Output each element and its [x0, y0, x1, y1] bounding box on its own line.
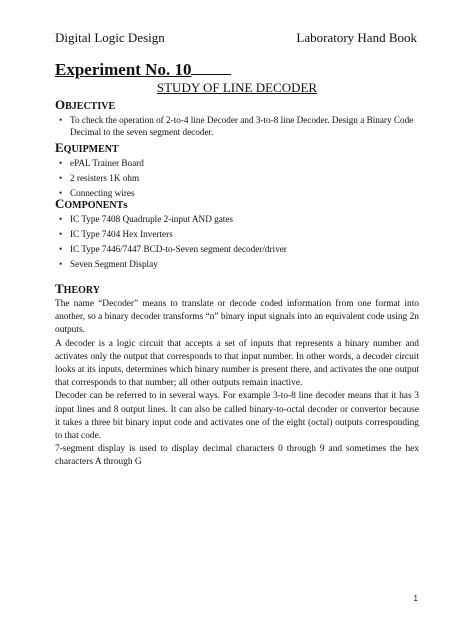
theory-paragraph: The name “Decoder” means to translate or decode coded information from one format into another, so a binary decoder transforms “n” binary input signals into an equivalent code using 2n outputs.: [55, 299, 419, 336]
equipment-heading-initial: E: [55, 140, 64, 155]
objective-heading: [55, 97, 115, 113]
theory-heading: [55, 281, 100, 297]
components-heading-initial: C: [55, 196, 65, 211]
list-item: • 2 resisters 1K ohm: [55, 172, 425, 184]
list-item: • ePAL Trainer Board: [55, 157, 425, 169]
theory-paragraph: 7-segment display is used to display decimal characters 0 through 9 and sometimes the hex characters A through G: [55, 444, 419, 468]
page-number: 1: [413, 594, 418, 603]
components-heading: [55, 196, 128, 212]
list-item: • To check the operation of 2-to-4 line Decoder and 3-to-8 line Decoder. Design a Binary Code Decimal to the seven segment decoder.: [55, 114, 425, 138]
list-item: • IC Type 7404 Hex Inverters: [55, 228, 425, 240]
theory-paragraph: Decoder can be referred to in several ways. For example 3-to-8 line decoder means that it has 3 input lines and 8 output lines. It can also be called binary-to-octal decoder or convertor because it takes a three bit binary input code and activates one of the eight (octal) outputs corresponding to that code.: [55, 391, 419, 442]
components-heading-suffix: s: [123, 199, 128, 211]
list-item: • IC Type 7446/7447 BCD-to-Seven segment decoder/driver: [55, 243, 425, 255]
list-item: • Connecting wires: [55, 187, 425, 199]
theory-heading-initial: T: [55, 281, 64, 296]
equipment-heading-rest: QUIPMENT: [63, 144, 119, 155]
experiment-title-text: Experiment No. 10: [55, 60, 192, 79]
objective-list: [55, 114, 425, 141]
theory-paragraph: A decoder is a logic circuit that accepts a set of inputs that represents a binary number and activates only the output that corresponds to that input number. In other words, a decoder circuit looks at its inputs, determines which binary number is present there, and activates the one output that corresponds to that number; all other outputs remain inactive.: [55, 338, 419, 389]
title-underline: [191, 60, 231, 75]
components-list: [55, 213, 425, 273]
list-item: • Seven Segment Display: [55, 258, 425, 270]
experiment-subtitle: STUDY OF LINE DECODER: [156, 80, 318, 95]
experiment-title: [55, 60, 231, 80]
equipment-heading: [55, 140, 119, 156]
theory-heading-rest: HEORY: [63, 285, 100, 296]
header-handbook: Laboratory Hand Book: [296, 30, 417, 45]
components-heading-rest: OMPONENT: [64, 200, 124, 211]
objective-heading-rest: BJECTIVE: [65, 101, 116, 112]
theory-body: [55, 298, 419, 470]
objective-heading-initial: O: [55, 97, 66, 112]
header-course: Digital Logic Design: [55, 30, 165, 45]
list-item: • IC Type 7408 Quadruple 2-input AND gates: [55, 213, 425, 225]
